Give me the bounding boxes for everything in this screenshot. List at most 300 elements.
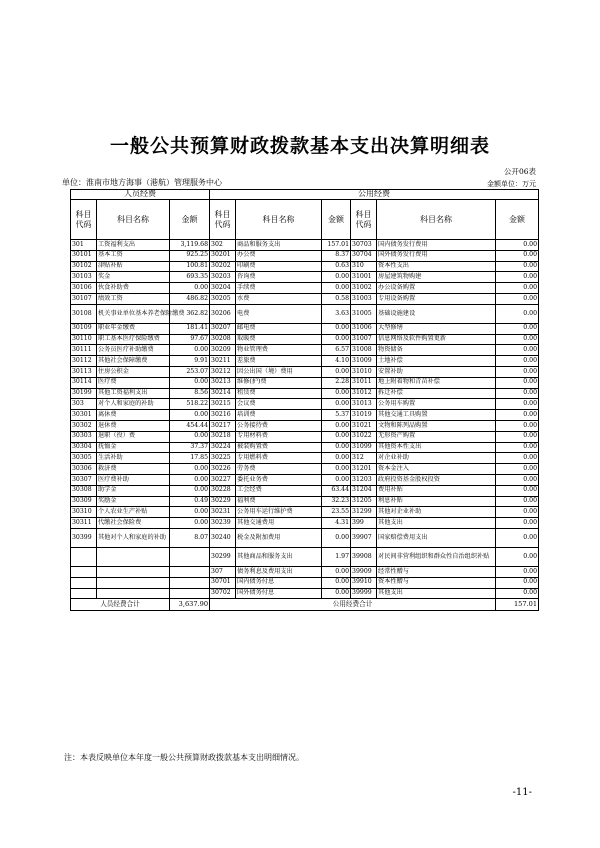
cell-amount: 0.00 bbox=[496, 399, 539, 410]
unit-label: 单位：淮南市地方海事（港航）管理服务中心 bbox=[62, 178, 222, 187]
cell-amount: 157.01 bbox=[322, 240, 351, 251]
cell-name: 拆迁补偿 bbox=[377, 388, 496, 399]
cell-amount: 0.00 bbox=[496, 334, 539, 345]
cell-code: 31006 bbox=[351, 323, 377, 334]
page-number: -11- bbox=[512, 787, 532, 798]
table-row bbox=[71, 399, 539, 410]
cell-amount: 0.00 bbox=[496, 293, 539, 304]
table-row bbox=[71, 547, 539, 566]
cell-code: 30108 bbox=[71, 304, 97, 323]
cell-amount: 0.00 bbox=[170, 518, 210, 529]
cell-amount: 5.37 bbox=[322, 410, 351, 421]
public-total-label: 公用经费合计 bbox=[210, 599, 496, 611]
cell-amount: 0.00 bbox=[322, 366, 351, 377]
table-row bbox=[71, 588, 539, 599]
cell-amount: 8.56 bbox=[170, 388, 210, 399]
cell-name: 地上附着物和青苗补偿 bbox=[377, 377, 496, 388]
cell-amount: 0.00 bbox=[322, 464, 351, 475]
cell-name: 其他对企业补助 bbox=[377, 507, 496, 518]
table-row bbox=[71, 496, 539, 507]
cell-name: 医疗费补助 bbox=[97, 474, 170, 485]
cell-code: 30307 bbox=[71, 474, 97, 485]
table-row bbox=[71, 323, 539, 334]
cell-amount: 0.00 bbox=[496, 453, 539, 464]
cell-name: 费用补贴 bbox=[377, 485, 496, 496]
cell-amount: 0.00 bbox=[170, 377, 210, 388]
cell-code: 30218 bbox=[210, 431, 236, 442]
cell-name: 差旅费 bbox=[236, 356, 322, 367]
cell-code: 30216 bbox=[210, 410, 236, 421]
cell-code bbox=[71, 566, 97, 577]
cell-code: 30231 bbox=[210, 507, 236, 518]
cell-code: 31201 bbox=[351, 464, 377, 475]
cell-code: 31012 bbox=[351, 388, 377, 399]
cell-amount: 0.00 bbox=[496, 442, 539, 453]
cell-name: 抚恤金 bbox=[97, 442, 170, 453]
cell-amount: 4.31 bbox=[322, 518, 351, 529]
cell-name: 工会经费 bbox=[236, 485, 322, 496]
cell-name: 租赁费 bbox=[236, 388, 322, 399]
cell-name: 职工基本医疗保险缴费 bbox=[97, 334, 170, 345]
cell-name: 国外债务付息 bbox=[236, 588, 322, 599]
cell-name: 代缴社会保险费 bbox=[97, 518, 170, 529]
cell-code: 30204 bbox=[210, 283, 236, 294]
cell-code: 30702 bbox=[210, 588, 236, 599]
section-header-row bbox=[71, 190, 539, 200]
cell-amount: 3.63 bbox=[322, 304, 351, 323]
cell-name: 工资福利支出 bbox=[97, 240, 170, 251]
table-row bbox=[71, 420, 539, 431]
cell-amount: 0.49 bbox=[170, 496, 210, 507]
footnote: 注：本表反映单位本年度一般公共预算财政拨款基本支出明细情况。 bbox=[64, 753, 304, 762]
cell-amount: 693.35 bbox=[170, 272, 210, 283]
cell-name bbox=[97, 588, 170, 599]
cell-amount: 37.37 bbox=[170, 442, 210, 453]
cell-amount: 0.00 bbox=[322, 566, 351, 577]
cell-name: 其他支出 bbox=[377, 518, 496, 529]
cell-code bbox=[71, 577, 97, 588]
cell-code: 30309 bbox=[71, 496, 97, 507]
cell-name: 津贴补贴 bbox=[97, 261, 170, 272]
cell-code: 30199 bbox=[71, 388, 97, 399]
cell-code: 39908 bbox=[351, 547, 377, 566]
cell-name: 手续费 bbox=[236, 283, 322, 294]
cell-amount: 0.00 bbox=[322, 283, 351, 294]
cell-code: 31001 bbox=[351, 272, 377, 283]
table-row bbox=[71, 577, 539, 588]
cell-code: 399 bbox=[351, 518, 377, 529]
table-row bbox=[71, 474, 539, 485]
cell-name: 政府投资基金股权投资 bbox=[377, 474, 496, 485]
cell-amount: 454.44 bbox=[170, 420, 210, 431]
section-personnel: 人员经费 bbox=[71, 190, 210, 200]
cell-amount: 1.97 bbox=[322, 547, 351, 566]
cell-name: 住房公积金 bbox=[97, 366, 170, 377]
cell-amount: 3,119.68 bbox=[170, 240, 210, 251]
cell-name: 公务用车购置 bbox=[377, 399, 496, 410]
cell-code: 30399 bbox=[71, 528, 97, 547]
cell-name: 咨询费 bbox=[236, 272, 322, 283]
cell-code: 30701 bbox=[210, 577, 236, 588]
form-number: 公开06表 bbox=[503, 167, 536, 176]
personnel-total-label: 人员经费合计 bbox=[71, 599, 170, 611]
table-row bbox=[71, 518, 539, 529]
cell-name: 文物和陈列品购置 bbox=[377, 420, 496, 431]
cell-code: 30213 bbox=[210, 377, 236, 388]
cell-code: 30311 bbox=[71, 518, 97, 529]
cell-amount bbox=[170, 547, 210, 566]
cell-name bbox=[97, 547, 170, 566]
cell-name: 资本性支出 bbox=[377, 261, 496, 272]
cell-amount: 0.00 bbox=[496, 323, 539, 334]
cell-code: 39907 bbox=[351, 528, 377, 547]
cell-code: 30301 bbox=[71, 410, 97, 421]
cell-name: 房屋建筑物购建 bbox=[377, 272, 496, 283]
cell-amount bbox=[170, 566, 210, 577]
cell-code: 30205 bbox=[210, 293, 236, 304]
cell-name: 利息补贴 bbox=[377, 496, 496, 507]
cell-name: 水费 bbox=[236, 293, 322, 304]
cell-name: 办公设备购置 bbox=[377, 283, 496, 294]
cell-code: 302 bbox=[210, 240, 236, 251]
cell-amount: 0.00 bbox=[170, 410, 210, 421]
cell-code: 30704 bbox=[351, 250, 377, 261]
cell-code: 31299 bbox=[351, 507, 377, 518]
cell-code: 30310 bbox=[71, 507, 97, 518]
cell-amount: 0.00 bbox=[496, 366, 539, 377]
cell-name: 印刷费 bbox=[236, 261, 322, 272]
cell-name: 生活补助 bbox=[97, 453, 170, 464]
cell-name: 培训费 bbox=[236, 410, 322, 421]
cell-amount: 2.28 bbox=[322, 377, 351, 388]
cell-code: 30112 bbox=[71, 356, 97, 367]
cell-name: 基础设施建设 bbox=[377, 304, 496, 323]
cell-name: 公务员医疗补助缴费 bbox=[97, 345, 170, 356]
cell-code: 30114 bbox=[71, 377, 97, 388]
cell-name: 国内债务发行费用 bbox=[377, 240, 496, 251]
table-row bbox=[71, 464, 539, 475]
cell-name: 对企业补助 bbox=[377, 453, 496, 464]
cell-code: 30111 bbox=[71, 345, 97, 356]
cell-code: 30208 bbox=[210, 334, 236, 345]
cell-code: 30224 bbox=[210, 442, 236, 453]
cell-code: 310 bbox=[351, 261, 377, 272]
cell-name: 绩效工资 bbox=[97, 293, 170, 304]
cell-name: 离休费 bbox=[97, 410, 170, 421]
table-row bbox=[71, 442, 539, 453]
cell-name: 经常性赠与 bbox=[377, 566, 496, 577]
cell-amount: 0.00 bbox=[496, 566, 539, 577]
cell-amount: 181.41 bbox=[170, 323, 210, 334]
cell-code: 30211 bbox=[210, 356, 236, 367]
cell-amount: 486.82 bbox=[170, 293, 210, 304]
cell-name: 劳务费 bbox=[236, 464, 322, 475]
cell-code: 30215 bbox=[210, 399, 236, 410]
cell-amount: 63.44 bbox=[322, 485, 351, 496]
cell-amount bbox=[170, 588, 210, 599]
cell-name: 取暖费 bbox=[236, 334, 322, 345]
cell-code: 30303 bbox=[71, 431, 97, 442]
table-row bbox=[71, 283, 539, 294]
cell-code: 30202 bbox=[210, 261, 236, 272]
cell-amount: 0.00 bbox=[496, 528, 539, 547]
cell-code: 30109 bbox=[71, 323, 97, 334]
cell-code bbox=[71, 547, 97, 566]
cell-name: 其他商品和服务支出 bbox=[236, 547, 322, 566]
cell-name: 资本金注入 bbox=[377, 464, 496, 475]
cell-name: 大型修缮 bbox=[377, 323, 496, 334]
cell-name: 对个人和家庭的补助 bbox=[97, 399, 170, 410]
header-code: 科目代码 bbox=[210, 200, 236, 240]
cell-code: 30305 bbox=[71, 453, 97, 464]
cell-code: 31205 bbox=[351, 496, 377, 507]
cell-code: 312 bbox=[351, 453, 377, 464]
table-row bbox=[71, 345, 539, 356]
amount-unit-label: 金额单位：万元 bbox=[487, 180, 536, 188]
header-name: 科目名称 bbox=[236, 200, 322, 240]
cell-name: 土地补偿 bbox=[377, 356, 496, 367]
page-title: 一般公共预算财政拨款基本支出决算明细表 bbox=[109, 135, 490, 157]
cell-amount: 362.82 bbox=[170, 304, 210, 323]
table-row bbox=[71, 261, 539, 272]
cell-code: 30217 bbox=[210, 420, 236, 431]
cell-name: 信息网络及软件购置更新 bbox=[377, 334, 496, 345]
cell-name: 基本工资 bbox=[97, 250, 170, 261]
cell-code: 31019 bbox=[351, 410, 377, 421]
cell-amount: 0.00 bbox=[496, 474, 539, 485]
cell-amount: 0.00 bbox=[322, 528, 351, 547]
cell-code: 30302 bbox=[71, 420, 97, 431]
cell-code: 30228 bbox=[210, 485, 236, 496]
header-code: 科目代码 bbox=[351, 200, 377, 240]
cell-name: 机关事业单位基本养老保险缴费 bbox=[97, 304, 170, 323]
table-row bbox=[71, 453, 539, 464]
cell-amount: 0.00 bbox=[322, 431, 351, 442]
cell-name: 其他社会保障缴费 bbox=[97, 356, 170, 367]
table-row bbox=[71, 240, 539, 251]
cell-name: 专用燃料费 bbox=[236, 453, 322, 464]
table-row bbox=[71, 304, 539, 323]
cell-code bbox=[71, 588, 97, 599]
cell-code: 31009 bbox=[351, 356, 377, 367]
cell-code: 39910 bbox=[351, 577, 377, 588]
cell-code: 31002 bbox=[351, 283, 377, 294]
cell-amount: 0.00 bbox=[496, 420, 539, 431]
cell-code: 30226 bbox=[210, 464, 236, 475]
table-row bbox=[71, 377, 539, 388]
cell-code: 39999 bbox=[351, 588, 377, 599]
cell-code: 30240 bbox=[210, 528, 236, 547]
cell-name: 邮电费 bbox=[236, 323, 322, 334]
cell-amount: 0.00 bbox=[496, 577, 539, 588]
cell-name: 物资储备 bbox=[377, 345, 496, 356]
cell-name: 资本性赠与 bbox=[377, 577, 496, 588]
header-amount: 金额 bbox=[322, 200, 351, 240]
cell-amount: 0.00 bbox=[322, 588, 351, 599]
table-row bbox=[71, 485, 539, 496]
table-row bbox=[71, 388, 539, 399]
table-row bbox=[71, 272, 539, 283]
cell-name: 其他交通工具购置 bbox=[377, 410, 496, 421]
cell-amount bbox=[170, 577, 210, 588]
cell-amount: 0.00 bbox=[496, 388, 539, 399]
cell-amount: 0.00 bbox=[322, 442, 351, 453]
totals-row bbox=[71, 599, 539, 611]
cell-amount: 0.00 bbox=[322, 323, 351, 334]
cell-code: 301 bbox=[71, 240, 97, 251]
cell-amount: 0.00 bbox=[496, 283, 539, 294]
cell-code: 30229 bbox=[210, 496, 236, 507]
cell-amount: 0.00 bbox=[170, 507, 210, 518]
cell-amount: 0.00 bbox=[496, 261, 539, 272]
cell-name: 无形资产购置 bbox=[377, 431, 496, 442]
cell-name: 其他交通费用 bbox=[236, 518, 322, 529]
cell-amount: 0.00 bbox=[322, 420, 351, 431]
cell-amount: 0.00 bbox=[496, 345, 539, 356]
cell-amount: 0.00 bbox=[322, 334, 351, 345]
cell-code: 31008 bbox=[351, 345, 377, 356]
cell-code: 30107 bbox=[71, 293, 97, 304]
cell-code: 31010 bbox=[351, 366, 377, 377]
cell-name: 国家赔偿费用支出 bbox=[377, 528, 496, 547]
cell-code: 30225 bbox=[210, 453, 236, 464]
cell-amount: 0.00 bbox=[496, 272, 539, 283]
cell-amount: 518.22 bbox=[170, 399, 210, 410]
table-row bbox=[71, 366, 539, 377]
cell-name: 公务用车运行维护费 bbox=[236, 507, 322, 518]
public-total-value: 157.01 bbox=[496, 599, 539, 611]
cell-name: 救济费 bbox=[97, 464, 170, 475]
header-name: 科目名称 bbox=[377, 200, 496, 240]
cell-name: 退职（役）费 bbox=[97, 431, 170, 442]
cell-code: 30101 bbox=[71, 250, 97, 261]
table-row bbox=[71, 334, 539, 345]
cell-name: 奖励金 bbox=[97, 496, 170, 507]
cell-name: 安置补助 bbox=[377, 366, 496, 377]
cell-amount: 0.00 bbox=[170, 431, 210, 442]
cell-amount: 8.37 bbox=[322, 250, 351, 261]
cell-code: 31007 bbox=[351, 334, 377, 345]
cell-amount: 0.00 bbox=[496, 496, 539, 507]
cell-amount: 253.07 bbox=[170, 366, 210, 377]
cell-amount: 0.00 bbox=[496, 507, 539, 518]
cell-name: 国外债务发行费用 bbox=[377, 250, 496, 261]
cell-code: 30306 bbox=[71, 464, 97, 475]
cell-code: 30214 bbox=[210, 388, 236, 399]
cell-name: 医疗费 bbox=[97, 377, 170, 388]
cell-amount: 0.00 bbox=[322, 399, 351, 410]
personnel-total-value: 3,637.90 bbox=[170, 599, 210, 611]
cell-amount: 0.00 bbox=[496, 588, 539, 599]
cell-code: 30703 bbox=[351, 240, 377, 251]
cell-code: 30239 bbox=[210, 518, 236, 529]
cell-name: 福利费 bbox=[236, 496, 322, 507]
cell-name: 助学金 bbox=[97, 485, 170, 496]
cell-amount: 23.55 bbox=[322, 507, 351, 518]
cell-name: 因公出国（境）费用 bbox=[236, 366, 322, 377]
table-row bbox=[71, 431, 539, 442]
cell-code: 31021 bbox=[351, 420, 377, 431]
cell-amount: 925.25 bbox=[170, 250, 210, 261]
cell-name: 其他支出 bbox=[377, 588, 496, 599]
cell-name: 委托业务费 bbox=[236, 474, 322, 485]
cell-name bbox=[97, 577, 170, 588]
header-code: 科目代码 bbox=[71, 200, 97, 240]
cell-name: 伙食补助费 bbox=[97, 283, 170, 294]
table-row bbox=[71, 566, 539, 577]
cell-amount: 0.00 bbox=[496, 431, 539, 442]
cell-amount: 0.00 bbox=[496, 547, 539, 566]
cell-amount: 9.91 bbox=[170, 356, 210, 367]
cell-amount: 6.57 bbox=[322, 345, 351, 356]
cell-code: 30206 bbox=[210, 304, 236, 323]
cell-name: 专用材料费 bbox=[236, 431, 322, 442]
cell-code: 303 bbox=[71, 399, 97, 410]
cell-amount: 0.00 bbox=[496, 356, 539, 367]
cell-name: 对民间非营利组织和群众性自治组织补贴 bbox=[377, 547, 496, 566]
cell-name: 税金及附加费用 bbox=[236, 528, 322, 547]
cell-name: 维修(护)费 bbox=[236, 377, 322, 388]
section-public: 公用经费 bbox=[210, 190, 539, 200]
cell-amount: 97.67 bbox=[170, 334, 210, 345]
table-row bbox=[71, 410, 539, 421]
cell-amount: 0.00 bbox=[170, 474, 210, 485]
cell-code: 30102 bbox=[71, 261, 97, 272]
cell-amount: 0.00 bbox=[496, 240, 539, 251]
cell-amount: 0.00 bbox=[170, 283, 210, 294]
cell-amount: 0.00 bbox=[170, 485, 210, 496]
cell-name: 债务利息及费用支出 bbox=[236, 566, 322, 577]
cell-code: 30201 bbox=[210, 250, 236, 261]
cell-code: 31203 bbox=[351, 474, 377, 485]
cell-name: 专用设备购置 bbox=[377, 293, 496, 304]
cell-name: 被装购置费 bbox=[236, 442, 322, 453]
cell-name: 其他资本性支出 bbox=[377, 442, 496, 453]
cell-amount: 0.00 bbox=[496, 304, 539, 323]
cell-amount: 0.00 bbox=[322, 453, 351, 464]
cell-amount: 0.00 bbox=[496, 410, 539, 421]
cell-amount: 32.23 bbox=[322, 496, 351, 507]
cell-name: 其他工资福利支出 bbox=[97, 388, 170, 399]
cell-name: 电费 bbox=[236, 304, 322, 323]
cell-name: 职业年金缴费 bbox=[97, 323, 170, 334]
cell-code: 30203 bbox=[210, 272, 236, 283]
cell-amount: 0.63 bbox=[322, 261, 351, 272]
cell-amount: 0.00 bbox=[322, 474, 351, 485]
cell-amount: 0.00 bbox=[170, 345, 210, 356]
cell-amount: 100.81 bbox=[170, 261, 210, 272]
cell-amount: 0.00 bbox=[496, 464, 539, 475]
cell-amount: 0.00 bbox=[322, 272, 351, 283]
cell-amount: 8.07 bbox=[170, 528, 210, 547]
cell-code: 31022 bbox=[351, 431, 377, 442]
cell-amount: 0.00 bbox=[170, 464, 210, 475]
cell-code: 30308 bbox=[71, 485, 97, 496]
cell-code: 31204 bbox=[351, 485, 377, 496]
cell-name: 会议费 bbox=[236, 399, 322, 410]
cell-amount: 4.10 bbox=[322, 356, 351, 367]
cell-code: 30106 bbox=[71, 283, 97, 294]
cell-code: 31003 bbox=[351, 293, 377, 304]
cell-name: 国内债务付息 bbox=[236, 577, 322, 588]
expenditure-table bbox=[70, 189, 539, 611]
cell-name bbox=[97, 566, 170, 577]
cell-code: 39909 bbox=[351, 566, 377, 577]
cell-code: 31011 bbox=[351, 377, 377, 388]
cell-code: 31013 bbox=[351, 399, 377, 410]
cell-name: 退休费 bbox=[97, 420, 170, 431]
cell-name: 个人农业生产补贴 bbox=[97, 507, 170, 518]
